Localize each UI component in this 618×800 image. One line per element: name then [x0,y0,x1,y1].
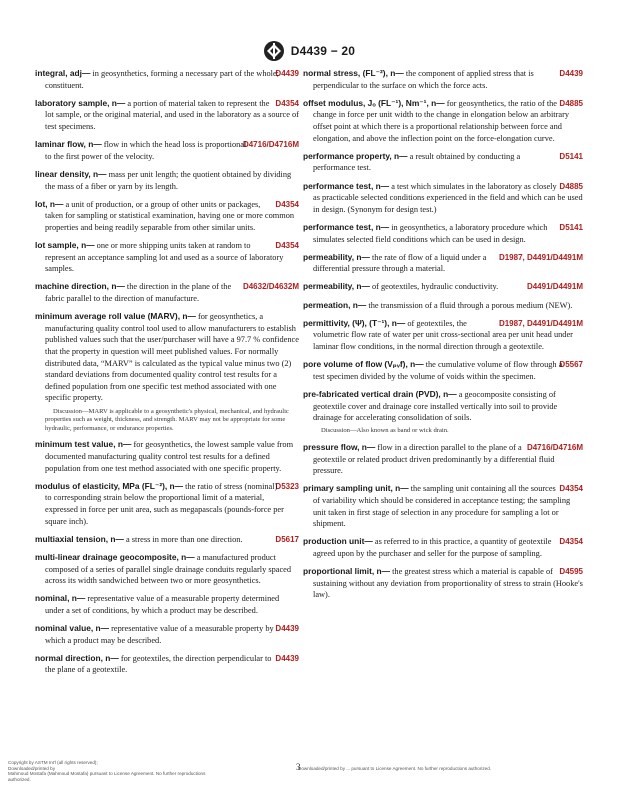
standard-reference-link[interactable]: D5141 [559,222,583,232]
definition-term: primary sampling unit, n— [303,483,409,494]
standard-reference-link[interactable]: D4439 [275,624,299,634]
definition-term: permeability, n— [303,251,370,262]
definition-entry [35,552,299,587]
standard-reference-link[interactable]: D4595 [559,567,583,577]
definition-text: the ratio of stress (nominal) to corresponding strain below the proportional limit of a material, expressed in force per unit area, such as megapascals (pounds-force per square inch). [45,481,284,526]
definition-text: a test which simulates in the laboratory as closely as practicable selected conditions experienced in the field and which can be used in design. (Synonym for design test.) [313,181,583,214]
document-number: D4439 − 20 [290,44,356,58]
definition-text: of geotextiles, the volumetric flow rate of water per unit cross-sectional area per unit head under laminar flow conditions, in the normal direction through a geotextile. [313,318,573,352]
page-header [0,40,618,62]
definition-term: permeation, n— [303,299,367,310]
definition-text: the greatest stress which a material is capable of sustaining without any deviation from proportionality of stress to strain (Hooke's law). [313,567,583,600]
definition-term: laminar flow, n— [35,139,102,150]
definition-entry [303,389,583,424]
standard-reference-link[interactable]: D4491/D4491M [526,282,583,292]
definition-entry [303,281,583,293]
standard-reference-link[interactable]: D4439 [559,69,583,78]
definition-entry [35,534,299,546]
standard-reference-link[interactable]: D5617 [275,534,299,544]
astm-logo-icon [263,40,285,62]
definition-entry [35,139,299,162]
definition-text: a unit of production, or a group of other units or packages, taken for sampling or statistical examination, having one or more common properties and being readily separable from other similar units. [45,199,295,232]
definition-entry [303,98,583,144]
definition-term: machine direction, n— [35,281,125,292]
definition-entry [303,359,583,382]
definition-text: a portion of material taken to represent the lot sample, or the original material, and used in the laboratory as a source of test specimens. [45,98,299,131]
definition-text: of geotextiles, hydraulic conductivity. [371,282,499,292]
definition-entry [35,68,299,91]
definition-term: performance test, n— [303,180,390,191]
standard-reference-link[interactable]: D5141 [559,151,583,161]
definition-text: representative value of a measurable property determined under a set of conditions, by which a product may be described. [45,594,280,615]
definition-entry [303,151,583,174]
definition-entry [303,566,583,601]
definition-text: the transmission of a fluid through a porous medium (NEW). [368,300,573,310]
definition-entry [303,252,583,275]
standard-reference-link[interactable]: D4439 [275,69,299,78]
definition-term: pre-fabricated vertical drain (PVD), n— [303,389,457,399]
definition-entry [303,442,583,477]
standard-reference-link[interactable]: D4716/D4716M [526,442,583,452]
definition-term: pore volume of flow (Vₚᵥf), n— [303,359,424,370]
definition-term: permittivity, (Ψ), (T⁻¹), n— [303,317,406,328]
definition-term: normal stress, (FL⁻²), n— [303,68,404,78]
definition-text: for geosynthetics, the lowest sample value from documented manufacturing quality control test results for a defined population from one test method associated with one specific property. [45,440,294,473]
standard-reference-link[interactable]: D4885 [559,181,583,191]
right-column [303,68,583,607]
definition-term: offset modulus, Jₒ (FL⁻¹), Nm⁻¹, n— [303,97,445,108]
definition-text: a geocomposite consisting of geotextile cover and drainage core installed vertically into soil to provide drainage for accelerating consolidation of soils. [313,390,558,423]
definition-text: in geosynthetics, forming a necessary part of the whole; constituent. [45,69,280,90]
footer-line: Mahmoud Mostafa (Mahmoud Mostafa) pursuant to License Agreement. No further reproductions authorized. [8,771,206,782]
definition-term: performance property, n— [303,150,408,161]
standard-reference-link[interactable]: D4354 [275,199,299,209]
standard-reference-link[interactable]: D4632/D4632M [242,282,299,292]
definition-entry [35,593,299,616]
definition-text: a result obtained by conducting a performance test. [313,151,521,173]
definition-entry [35,199,299,234]
standard-reference-link[interactable]: D4885 [559,98,583,108]
definition-term: production unit— [303,536,373,547]
definition-entry [35,311,299,404]
definition-entry [35,481,299,527]
definition-term: multiaxial tension, n— [35,533,124,544]
definition-term: nominal, n— [35,593,86,604]
standard-reference-link[interactable]: D4439 [275,653,299,663]
definition-text: for geosynthetics, a manufacturing quality control tool used to allow manufacturers to establish published values such that the user/purchaser will have a 97.7 % confidence that the property in question will meet published values. For normally distributed data, “MARV” is calculated as the typical value minus two (2) standard deviations from documented quality control test results for a defined population from one specific test method associated with one specific property. [45,312,299,403]
definition-text: one or more shipping units taken at random to represent an acceptance sampling lot and used as a source of laboratory samples. [45,241,284,274]
definition-entry [303,483,583,529]
definition-text: the component of applied stress that is perpendicular to the surface on which the force acts. [313,69,534,90]
definition-text: the rate of flow of a liquid under a differential pressure through a material. [313,252,487,274]
definition-entry [303,68,583,91]
definition-term: permeability, n— [303,281,370,292]
definition-term: normal direction, n— [35,652,119,663]
footer-license: Downloaded/printed by ... pursuant to License Agreement. No further reproductions authorized. [298,766,492,771]
definition-term: multi-linear drainage geocomposite, n— [35,551,195,562]
standard-reference-link[interactable]: D4354 [275,98,299,108]
definition-entry [303,181,583,216]
standard-reference-link[interactable]: D4716/D4716M [242,140,299,150]
definition-text: a stress in more than one direction. [125,534,243,544]
definition-term: linear density, n— [35,168,107,179]
definition-entry [35,623,299,646]
definition-term: nominal value, n— [35,623,109,634]
standard-reference-link[interactable]: D4354 [559,484,583,494]
definition-term: lot, n— [35,198,64,209]
definition-entry [35,653,299,676]
definition-term: lot sample, n— [35,240,95,251]
footer-copyright [8,760,218,782]
definition-entry [35,98,299,133]
definition-term: minimum test value, n— [35,439,132,450]
definition-term: performance test, n— [303,221,390,232]
definition-text: the direction in the plane of the fabric parallel to the direction of manufacture. [45,282,232,304]
definition-entry [303,222,583,245]
definition-entry [303,536,583,559]
standard-reference-link[interactable]: D1987, D4491/D4491M [498,252,583,262]
definition-text: flow in a direction parallel to the plane of a geotextile or related product driven predominantly by a differential fluid pressure. [313,442,555,476]
definition-text: mass per unit length; the quotient obtained by dividing the mass of a fiber or yarn by its length. [45,169,292,191]
standard-reference-link[interactable]: D5323 [275,481,299,491]
definition-text: the cumulative volume of flow through a test specimen divided by the volume of voids within the specimen. [313,360,563,381]
definition-text: in geosynthetics, a laboratory procedure which simulates selected field conditions which can be used in design. [313,222,548,244]
definition-term: laboratory sample, n— [35,97,126,108]
footer-line: Downloaded/printed by [8,765,55,771]
definition-entry [35,169,299,192]
definition-entry [303,318,583,353]
standard-reference-link[interactable]: D4354 [275,241,299,251]
standard-reference-link[interactable]: D4354 [559,537,583,547]
footer-line: Copyright by ASTM Int'l (all rights reserved); [8,760,98,765]
definition-text: flow in which the head loss is proportional to the first power of the velocity. [45,140,247,161]
definition-discussion: Discussion—MARV is applicable to a geosynthetic's physical, mechanical, and hydraulic properties such as weight, thickness, and strength. MARV may not be appropriate for some hydraulic, performance, or endurance properties. [45,407,289,432]
definition-text: as referred to in this practice, a quantity of geotextile agreed upon by the purchaser and seller for the purpose of sampling. [313,537,552,558]
definition-text: the sampling unit containing all the sources of variability which should be considered in acceptance testing; the sampling unit taken in first stage of selection in any procedure for sampling a lot or shipment. [313,484,571,529]
definition-text: representative value of a measurable property by which a product may be described. [45,624,274,645]
definition-term: pressure flow, n— [303,441,376,452]
definition-term: minimum average roll value (MARV), n— [35,311,196,322]
definition-text: for geotextiles, the direction perpendicular to the plane of a geotextile. [45,653,272,675]
standard-reference-link[interactable]: D1987, D4491/D4491M [498,318,583,328]
definition-term: integral, adj— [35,68,91,78]
definition-text: a manufactured product composed of a series of parallel single drainage conduits regularly spaced across its width sandwiched between two or more geosynthetics. [45,552,292,586]
definition-term: proportional limit, n— [303,566,391,577]
definition-discussion: Discussion—Also known as band or wick drain. [321,427,449,435]
page-number: 3 [296,762,301,772]
definition-entry [35,281,299,304]
definition-entry [35,240,299,275]
standard-reference-link[interactable]: D5567 [559,360,583,370]
definition-entry [35,439,299,474]
definition-term: modulus of elasticity, MPa (FL⁻²), n— [35,480,184,491]
definition-text: for geosynthetics, the ratio of the change in force per unit width to the change in elongation below an arbitrary offset point at which there is a proportional relationship between force and elongation, and above the inflection point on the force-elongation curve. [313,98,570,143]
left-column [35,68,299,683]
definition-entry [303,300,583,312]
